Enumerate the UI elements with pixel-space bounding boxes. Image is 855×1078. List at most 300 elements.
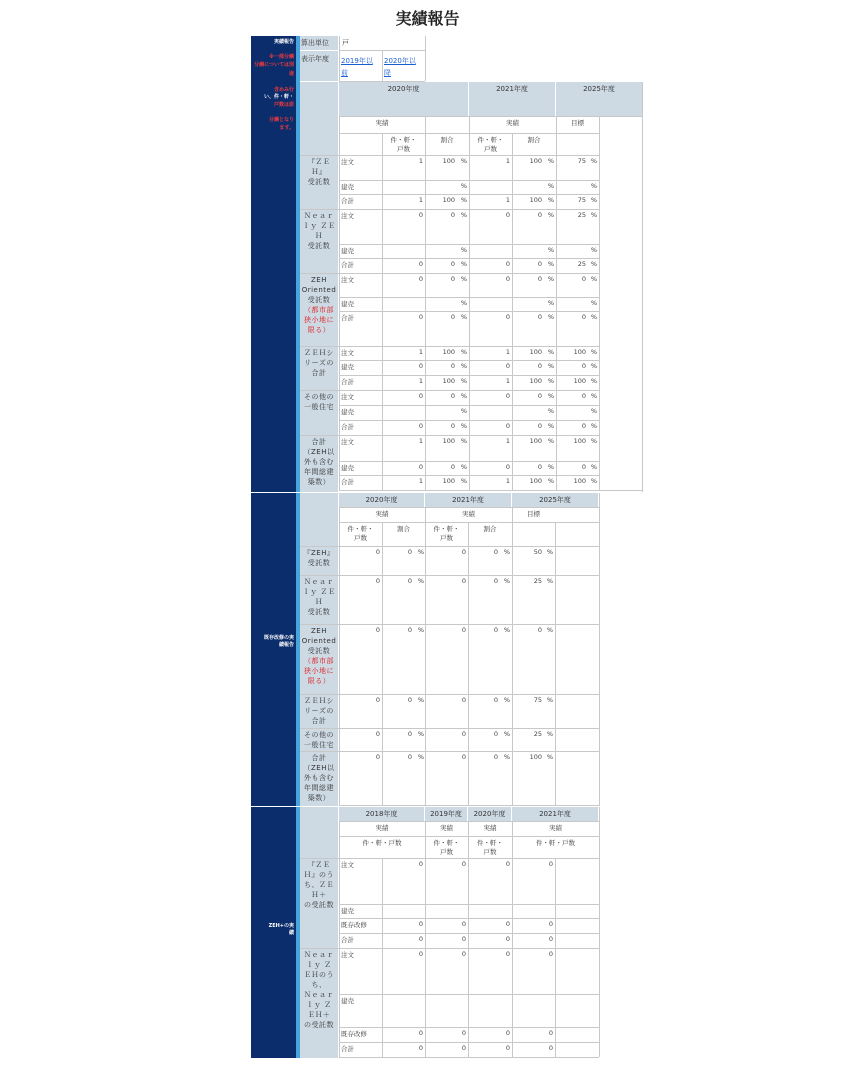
row-group-label bbox=[300, 392, 338, 412]
row-type-label: 注文 bbox=[341, 276, 354, 284]
count-value: 0 bbox=[548, 1044, 553, 1052]
count-value: 1 bbox=[418, 437, 423, 445]
label-line: ち、 bbox=[311, 981, 327, 989]
percent-sign: % bbox=[590, 246, 597, 254]
label-line: （ZEH以 bbox=[303, 448, 335, 456]
ratio-value: 100 bbox=[442, 377, 455, 385]
count-value: 0 bbox=[418, 422, 423, 430]
count-value: 0 bbox=[505, 950, 510, 958]
label-line: 合計 bbox=[311, 369, 327, 377]
label-line: 受託数 bbox=[307, 647, 331, 655]
label-line: 受託数 bbox=[307, 242, 331, 250]
grid-line bbox=[300, 858, 339, 859]
row-type-label: 注文 bbox=[341, 951, 354, 959]
row-group-label bbox=[300, 548, 338, 568]
label-line: Ｈ』 bbox=[311, 168, 327, 176]
percent-sign: % bbox=[546, 577, 553, 585]
row-type-label: 建売 bbox=[341, 363, 354, 371]
count-value: 1 bbox=[418, 377, 423, 385]
grid-line bbox=[339, 311, 599, 312]
percent-sign: % bbox=[547, 392, 554, 400]
label-line: Ｈ bbox=[315, 232, 323, 240]
percent-sign: % bbox=[546, 753, 553, 761]
row-type-label: 注文 bbox=[341, 861, 354, 869]
t1-jisseki: 実績 bbox=[506, 119, 519, 127]
grid-line bbox=[300, 346, 339, 347]
ratio-value: 100 bbox=[442, 157, 455, 165]
percent-sign: % bbox=[590, 362, 597, 370]
label-line: 『ZEH』 bbox=[303, 549, 335, 557]
percent-sign: % bbox=[547, 196, 554, 204]
percent-sign: % bbox=[590, 196, 597, 204]
count-value: 0 bbox=[505, 392, 510, 400]
grid-line bbox=[339, 948, 599, 949]
row-type-label: 建売 bbox=[341, 183, 354, 191]
year-option-before-2019[interactable] bbox=[341, 55, 373, 79]
grid-line bbox=[339, 180, 599, 181]
grid-line bbox=[339, 405, 599, 406]
grid-line bbox=[339, 918, 599, 919]
row-type-label: 合計 bbox=[341, 378, 354, 386]
target-value: 75 bbox=[533, 696, 542, 704]
section-title: 績 bbox=[288, 929, 294, 936]
percent-sign: % bbox=[547, 157, 554, 165]
percent-sign: % bbox=[503, 577, 510, 585]
ratio-value: 0 bbox=[493, 753, 498, 761]
section-note: ※一部分譲 bbox=[269, 53, 294, 60]
t3-count-header bbox=[425, 839, 468, 857]
grid-line bbox=[339, 116, 642, 117]
row-type-label: 建売 bbox=[341, 300, 354, 308]
label-line: ＺＥＨシ bbox=[304, 349, 334, 357]
target-value: 0 bbox=[581, 313, 586, 321]
percent-sign: % bbox=[460, 260, 467, 268]
ratio-value: 100 bbox=[529, 157, 542, 165]
percent-sign: % bbox=[460, 463, 467, 471]
ratio-value: 0 bbox=[450, 313, 455, 321]
count-value: 0 bbox=[375, 730, 380, 738]
count-value: 0 bbox=[418, 362, 423, 370]
target-value: 50 bbox=[533, 548, 542, 556]
label-line: ｌｙ ＺＥ bbox=[302, 588, 336, 596]
grid-line bbox=[300, 155, 339, 156]
ratio-value: 0 bbox=[407, 548, 412, 556]
grid-line bbox=[599, 493, 600, 806]
section-note: 分譲については別 bbox=[254, 62, 294, 68]
count-value: 0 bbox=[548, 860, 553, 868]
percent-sign: % bbox=[417, 577, 424, 585]
count-value: 0 bbox=[418, 935, 423, 943]
count-value: 0 bbox=[548, 935, 553, 943]
t3-year-header: 2019年度 bbox=[425, 807, 468, 821]
grid-line bbox=[300, 948, 339, 949]
percent-sign: % bbox=[547, 377, 554, 385]
percent-sign: % bbox=[460, 275, 467, 283]
count-value: 0 bbox=[461, 1029, 466, 1037]
grid-line bbox=[469, 116, 470, 490]
label-line: の受託数 bbox=[304, 901, 334, 909]
grid-line bbox=[300, 273, 339, 274]
year-option-text: 前 bbox=[341, 69, 348, 77]
row-type-label: 注文 bbox=[341, 212, 354, 220]
count-value: 0 bbox=[505, 1044, 510, 1052]
grid-line bbox=[642, 82, 643, 492]
grid-line bbox=[339, 258, 599, 259]
count-value: 0 bbox=[461, 753, 466, 761]
t1-count-header bbox=[469, 136, 512, 154]
row-group-label bbox=[300, 860, 338, 910]
header-text: 戸数 bbox=[354, 534, 367, 542]
row-type-label: 合計 bbox=[341, 314, 354, 322]
label-line: Ｎｅａｒ bbox=[304, 212, 334, 220]
label-line: Ｈ bbox=[315, 598, 323, 606]
row-group-label bbox=[300, 211, 338, 251]
header-text: 件・軒・ bbox=[390, 136, 417, 144]
row-type-label: 建売 bbox=[341, 408, 354, 416]
ratio-value: 0 bbox=[537, 275, 542, 283]
grid-line bbox=[339, 273, 599, 274]
percent-sign: % bbox=[590, 275, 597, 283]
grid-line bbox=[339, 360, 599, 361]
ratio-value: 0 bbox=[450, 275, 455, 283]
ratio-value: 0 bbox=[493, 577, 498, 585]
percent-sign: % bbox=[417, 548, 424, 556]
percent-sign: % bbox=[547, 463, 554, 471]
grid-line bbox=[339, 475, 599, 476]
grid-line bbox=[339, 821, 340, 1057]
count-value: 0 bbox=[418, 1029, 423, 1037]
label-line: その他の bbox=[304, 731, 334, 739]
row-type-label: 建売 bbox=[341, 997, 354, 1005]
ratio-value: 0 bbox=[407, 577, 412, 585]
row-type-label: 合計 bbox=[341, 936, 354, 944]
percent-sign: % bbox=[590, 437, 597, 445]
ratio-value: 0 bbox=[450, 463, 455, 471]
ratio-value: 0 bbox=[493, 730, 498, 738]
label-line: 外も含む bbox=[304, 458, 334, 466]
t3-jisseki: 実績 bbox=[483, 824, 497, 832]
t3-jisseki: 実績 bbox=[375, 824, 389, 832]
target-value: 75 bbox=[577, 157, 586, 165]
row-type-label: 注文 bbox=[341, 438, 354, 446]
target-value: 0 bbox=[581, 275, 586, 283]
ratio-value: 100 bbox=[529, 196, 542, 204]
count-value: 0 bbox=[548, 920, 553, 928]
ratio-value: 0 bbox=[537, 313, 542, 321]
count-value: 0 bbox=[461, 860, 466, 868]
grid-line bbox=[339, 994, 599, 995]
count-value: 0 bbox=[461, 577, 466, 585]
t2-year-header: 2025年度 bbox=[512, 493, 599, 507]
count-value: 0 bbox=[505, 860, 510, 868]
ratio-value: 0 bbox=[537, 260, 542, 268]
t1-ratio-header: 割合 bbox=[440, 136, 454, 144]
count-value: 0 bbox=[505, 463, 510, 471]
t3-year-header: 2021年度 bbox=[512, 807, 599, 821]
label-note: 限る） bbox=[307, 326, 331, 334]
label-line: ち、ＺＥ bbox=[304, 881, 334, 889]
ratio-value: 0 bbox=[450, 422, 455, 430]
ratio-value: 100 bbox=[442, 437, 455, 445]
t1-jisseki: 実績 bbox=[375, 119, 389, 127]
percent-sign: % bbox=[503, 753, 510, 761]
t3-jisseki: 実績 bbox=[440, 824, 453, 832]
grid-line bbox=[339, 116, 340, 490]
label-line: Ｎｅａｒ bbox=[304, 578, 334, 586]
row-group-label bbox=[300, 730, 338, 750]
label-line: 受託数 bbox=[307, 296, 331, 304]
t2-year-header: 2020年度 bbox=[339, 493, 425, 507]
percent-sign: % bbox=[590, 299, 597, 307]
label-note: 限る） bbox=[307, 677, 331, 685]
t1-year-header: 2025年度 bbox=[556, 82, 643, 116]
row-type-label: 建売 bbox=[341, 464, 354, 472]
grid-line bbox=[599, 807, 600, 1057]
header-text: 戸数 bbox=[484, 145, 497, 153]
t3-count-header: 件・軒・戸数 bbox=[362, 839, 402, 847]
count-value: 0 bbox=[375, 626, 380, 634]
ratio-value: 0 bbox=[537, 362, 542, 370]
row-group-label bbox=[300, 950, 338, 1030]
count-value: 0 bbox=[375, 548, 380, 556]
t1-ratio-header: 割合 bbox=[527, 136, 541, 144]
t3-jisseki: 実績 bbox=[549, 824, 562, 832]
row-group-label bbox=[300, 577, 338, 617]
label-note: 狭小地に bbox=[304, 667, 334, 675]
percent-sign: % bbox=[547, 299, 554, 307]
percent-sign: % bbox=[460, 211, 467, 219]
header-text: 戸数 bbox=[440, 534, 453, 542]
percent-sign: % bbox=[590, 422, 597, 430]
row-group-label bbox=[300, 437, 338, 487]
grid-line bbox=[339, 624, 599, 625]
percent-sign: % bbox=[417, 730, 424, 738]
label-line: ＺＥＨシ bbox=[304, 697, 334, 705]
count-value: 0 bbox=[505, 1029, 510, 1037]
grid-line bbox=[339, 858, 599, 859]
grid-line bbox=[339, 805, 599, 806]
ratio-value: 100 bbox=[442, 348, 455, 356]
grid-line bbox=[339, 390, 599, 391]
label-line: Ｎｅａｒ bbox=[304, 951, 334, 959]
percent-sign: % bbox=[547, 437, 554, 445]
percent-sign: % bbox=[547, 422, 554, 430]
percent-sign: % bbox=[590, 182, 597, 190]
label-line: 『ＺＥ bbox=[307, 861, 331, 869]
section-band-renovation bbox=[251, 493, 296, 806]
row-group-label bbox=[300, 157, 338, 187]
percent-sign: % bbox=[546, 626, 553, 634]
grid-line bbox=[300, 751, 339, 752]
grid-line bbox=[339, 1042, 599, 1043]
count-value: 1 bbox=[505, 196, 510, 204]
section-note: い、件・軒・ bbox=[263, 93, 294, 100]
label-line: ZEH bbox=[311, 627, 327, 635]
ratio-value: 0 bbox=[407, 626, 412, 634]
label-line: （ZEH以 bbox=[303, 764, 335, 772]
label-line: 『ＺＥ bbox=[307, 158, 331, 166]
grid-line bbox=[300, 390, 339, 391]
target-value: 100 bbox=[573, 348, 586, 356]
t1-mokuhyo: 目標 bbox=[571, 119, 584, 127]
ratio-value: 0 bbox=[537, 211, 542, 219]
percent-sign: % bbox=[417, 626, 424, 634]
header-text: 件・軒・ bbox=[477, 839, 503, 847]
count-value: 0 bbox=[418, 275, 423, 283]
count-value: 1 bbox=[505, 377, 510, 385]
label-note: 狭小地に bbox=[304, 316, 334, 324]
grid-line bbox=[599, 116, 600, 490]
row-type-label: 注文 bbox=[341, 393, 354, 401]
count-value: 0 bbox=[505, 275, 510, 283]
percent-sign: % bbox=[460, 437, 467, 445]
count-value: 0 bbox=[505, 920, 510, 928]
count-value: 1 bbox=[418, 196, 423, 204]
section-title: 実績報告 bbox=[273, 39, 294, 45]
label-line: 外も含む bbox=[304, 774, 334, 782]
label-line: その他の bbox=[304, 393, 334, 401]
ratio-value: 0 bbox=[407, 730, 412, 738]
count-value: 0 bbox=[548, 1029, 553, 1037]
percent-sign: % bbox=[503, 696, 510, 704]
target-value: 25 bbox=[577, 211, 586, 219]
grid-line bbox=[339, 194, 599, 195]
row-group-label bbox=[300, 753, 338, 803]
year-label: 表示年度 bbox=[301, 55, 329, 63]
t3-year-header: 2020年度 bbox=[468, 807, 512, 821]
count-value: 0 bbox=[418, 1044, 423, 1052]
percent-sign: % bbox=[460, 182, 467, 190]
ratio-value: 100 bbox=[442, 196, 455, 204]
ratio-value: 0 bbox=[450, 362, 455, 370]
ratio-value: 0 bbox=[537, 392, 542, 400]
grid-line bbox=[300, 546, 339, 547]
label-line: 一般住宅 bbox=[304, 403, 334, 411]
row-group-label bbox=[300, 275, 338, 335]
row-type-label: 建売 bbox=[341, 247, 354, 255]
target-value: 100 bbox=[573, 437, 586, 445]
target-value: 25 bbox=[577, 260, 586, 268]
target-value: 100 bbox=[573, 477, 586, 485]
count-value: 1 bbox=[505, 477, 510, 485]
count-value: 1 bbox=[505, 157, 510, 165]
section-note: ます。 bbox=[279, 125, 294, 131]
percent-sign: % bbox=[460, 392, 467, 400]
grid-line bbox=[300, 728, 339, 729]
year-option-text: 2020年以 bbox=[384, 57, 416, 65]
row-type-label: 合計 bbox=[341, 423, 354, 431]
section-title: 績報告 bbox=[278, 641, 294, 648]
count-value: 0 bbox=[505, 260, 510, 268]
count-value: 1 bbox=[418, 348, 423, 356]
count-value: 1 bbox=[505, 348, 510, 356]
grid-line bbox=[339, 575, 599, 576]
count-value: 0 bbox=[505, 362, 510, 370]
grid-line bbox=[339, 297, 599, 298]
header-text: 戸数 bbox=[483, 848, 497, 856]
unit-value: 戸 bbox=[342, 39, 349, 47]
t2-count-header bbox=[339, 525, 382, 543]
ratio-value: 100 bbox=[442, 477, 455, 485]
row-type-label: 建売 bbox=[341, 907, 354, 915]
ratio-value: 0 bbox=[407, 696, 412, 704]
section-note: 含めみ行 bbox=[273, 87, 294, 93]
target-value: 100 bbox=[529, 753, 542, 761]
percent-sign: % bbox=[547, 182, 554, 190]
section-note: 分譲となり bbox=[268, 116, 294, 123]
ratio-value: 100 bbox=[529, 477, 542, 485]
percent-sign: % bbox=[503, 548, 510, 556]
percent-sign: % bbox=[590, 392, 597, 400]
label-line: 受託数 bbox=[307, 178, 331, 186]
percent-sign: % bbox=[547, 407, 554, 415]
t2-jisseki: 実績 bbox=[462, 510, 475, 518]
percent-sign: % bbox=[547, 313, 554, 321]
count-value: 0 bbox=[461, 548, 466, 556]
ratio-value: 0 bbox=[450, 392, 455, 400]
t3-count-header bbox=[468, 839, 512, 857]
count-value: 0 bbox=[418, 463, 423, 471]
header-text: 戸数 bbox=[397, 145, 410, 153]
grid-line bbox=[339, 546, 599, 547]
header-text: 戸数 bbox=[440, 848, 453, 856]
row-group-label bbox=[300, 348, 338, 378]
section-title: 既存改修の実 bbox=[263, 635, 294, 641]
row-type-label: 既存改修 bbox=[341, 921, 367, 929]
count-value: 0 bbox=[461, 730, 466, 738]
label-line: Ｈ』のう bbox=[304, 871, 334, 879]
t3-count-header: 件・軒・戸数 bbox=[536, 839, 575, 847]
label-line: 年間総建 bbox=[304, 468, 334, 476]
t2-ratio-header: 割合 bbox=[483, 525, 497, 533]
grid-line bbox=[339, 461, 599, 462]
year-option-text: 2019年以 bbox=[341, 57, 373, 65]
target-value: 25 bbox=[533, 577, 542, 585]
count-value: 0 bbox=[418, 260, 423, 268]
grid-line bbox=[339, 694, 599, 695]
page-title: 実績報告 bbox=[395, 9, 460, 28]
ratio-value: 0 bbox=[493, 696, 498, 704]
label-line: Ｈ＋ bbox=[311, 891, 327, 899]
label-line: Oriented bbox=[301, 637, 337, 645]
t2-year-header: 2021年度 bbox=[425, 493, 512, 507]
section-band-results bbox=[251, 36, 296, 492]
section-title: ZEH+の実 bbox=[268, 923, 294, 929]
percent-sign: % bbox=[547, 246, 554, 254]
section-band-zeh-plus bbox=[251, 807, 296, 1058]
percent-sign: % bbox=[460, 407, 467, 415]
percent-sign: % bbox=[460, 299, 467, 307]
row-type-label: 注文 bbox=[341, 158, 354, 166]
percent-sign: % bbox=[417, 696, 424, 704]
percent-sign: % bbox=[590, 157, 597, 165]
grid-line bbox=[339, 209, 599, 210]
target-value: 100 bbox=[573, 377, 586, 385]
label-line: ｌｙ Ｚ bbox=[306, 1001, 332, 1009]
grid-line bbox=[339, 36, 340, 81]
grid-line bbox=[339, 821, 599, 822]
count-value: 0 bbox=[461, 935, 466, 943]
year-option-after-2020[interactable] bbox=[384, 55, 416, 79]
percent-sign: % bbox=[503, 626, 510, 634]
grid-line bbox=[339, 346, 599, 347]
target-value: 75 bbox=[577, 196, 586, 204]
target-value: 0 bbox=[581, 422, 586, 430]
count-value: 0 bbox=[418, 211, 423, 219]
grid-line bbox=[339, 244, 599, 245]
grid-line bbox=[339, 375, 599, 376]
label-line: 築数） bbox=[307, 478, 331, 486]
